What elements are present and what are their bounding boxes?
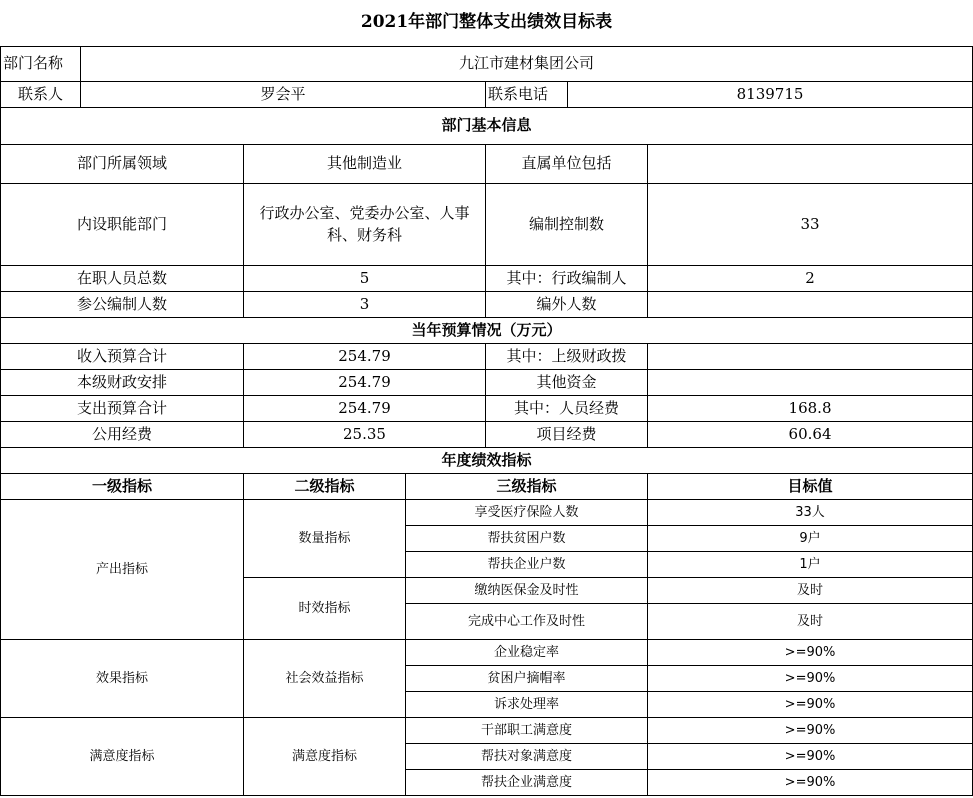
indicator-target: 1户 — [648, 551, 973, 577]
indicator-target: 及时 — [648, 577, 973, 603]
income-total-value: 254.79 — [244, 343, 486, 369]
project-cost-label: 项目经费 — [486, 421, 648, 447]
indicator-row: 帮扶企业户数 — [406, 551, 648, 577]
level2-header: 二级指标 — [244, 473, 406, 499]
other-funds-value — [648, 369, 973, 395]
civil-staffing-value: 3 — [244, 291, 486, 317]
indicator-row: 帮扶企业满意度 — [406, 769, 648, 795]
indicator-row: 企业稳定率 — [406, 639, 648, 665]
indicator-row: 完成中心工作及时性 — [406, 603, 648, 639]
level1-header: 一级指标 — [1, 473, 244, 499]
basic-info-header: 部门基本信息 — [1, 107, 973, 144]
annual-indicators-header: 年度绩效指标 — [1, 447, 973, 473]
admin-staffing-value: 2 — [648, 265, 973, 291]
public-cost-value: 25.35 — [244, 421, 486, 447]
output-level1: 产出指标 — [1, 499, 244, 639]
subordinate-label: 直属单位包括 — [486, 144, 648, 183]
local-funds-label: 本级财政安排 — [1, 369, 244, 395]
indicator-row: 诉求处理率 — [406, 691, 648, 717]
budget-header: 当年预算情况（万元） — [1, 317, 973, 343]
indicator-row: 帮扶对象满意度 — [406, 743, 648, 769]
dept-name-label: 部门名称 — [1, 46, 81, 81]
indicator-row: 享受医疗保险人数 — [406, 499, 648, 525]
contact-label: 联系人 — [1, 81, 81, 107]
expense-total-label: 支出预算合计 — [1, 395, 244, 421]
civil-staffing-label: 参公编制人数 — [1, 291, 244, 317]
social-benefit-level2: 社会效益指标 — [244, 639, 406, 717]
superior-funds-value — [648, 343, 973, 369]
indicator-target: >=90% — [648, 717, 973, 743]
field-value: 其他制造业 — [244, 144, 486, 183]
satisfaction-level2: 满意度指标 — [244, 717, 406, 795]
timeliness-level2: 时效指标 — [244, 577, 406, 639]
phone-value: 8139715 — [568, 81, 973, 107]
personnel-cost-value: 168.8 — [648, 395, 973, 421]
extra-staffing-value — [648, 291, 973, 317]
total-staff-label: 在职人员总数 — [1, 265, 244, 291]
superior-funds-label: 其中：上级财政拨 — [486, 343, 648, 369]
other-funds-label: 其他资金 — [486, 369, 648, 395]
admin-staffing-label: 其中：行政编制人 — [486, 265, 648, 291]
dept-name-value: 九江市建材集团公司 — [81, 46, 973, 81]
level3-header: 三级指标 — [406, 473, 648, 499]
indicator-target: >=90% — [648, 769, 973, 795]
indicator-target: >=90% — [648, 691, 973, 717]
indicator-target: 9户 — [648, 525, 973, 551]
indicator-target: >=90% — [648, 743, 973, 769]
local-funds-value: 254.79 — [244, 369, 486, 395]
total-staff-value: 5 — [244, 265, 486, 291]
public-cost-label: 公用经费 — [1, 421, 244, 447]
income-total-label: 收入预算合计 — [1, 343, 244, 369]
indicator-target: 33人 — [648, 499, 973, 525]
effect-level1: 效果指标 — [1, 639, 244, 717]
indicator-target: >=90% — [648, 665, 973, 691]
quantity-level2: 数量指标 — [244, 499, 406, 577]
indicator-row: 缴纳医保金及时性 — [406, 577, 648, 603]
indicator-target: 及时 — [648, 603, 973, 639]
indicator-row: 贫困户摘帽率 — [406, 665, 648, 691]
contact-value: 罗会平 — [81, 81, 486, 107]
project-cost-value: 60.64 — [648, 421, 973, 447]
extra-staffing-label: 编外人数 — [486, 291, 648, 317]
indicator-target: >=90% — [648, 639, 973, 665]
phone-label: 联系电话 — [486, 81, 568, 107]
staffing-quota-value: 33 — [648, 183, 973, 265]
expense-total-value: 254.79 — [244, 395, 486, 421]
indicator-row: 帮扶贫困户数 — [406, 525, 648, 551]
internal-depts-label: 内设职能部门 — [1, 183, 244, 265]
table-title: 2021年部门整体支出绩效目标表 — [1, 0, 973, 46]
subordinate-value — [648, 144, 973, 183]
target-header: 目标值 — [648, 473, 973, 499]
satisfaction-level1: 满意度指标 — [1, 717, 244, 795]
internal-depts-value: 行政办公室、党委办公室、人事科、财务科 — [244, 183, 486, 265]
field-label: 部门所属领域 — [1, 144, 244, 183]
indicator-row: 干部职工满意度 — [406, 717, 648, 743]
personnel-cost-label: 其中：人员经费 — [486, 395, 648, 421]
staffing-quota-label: 编制控制数 — [486, 183, 648, 265]
